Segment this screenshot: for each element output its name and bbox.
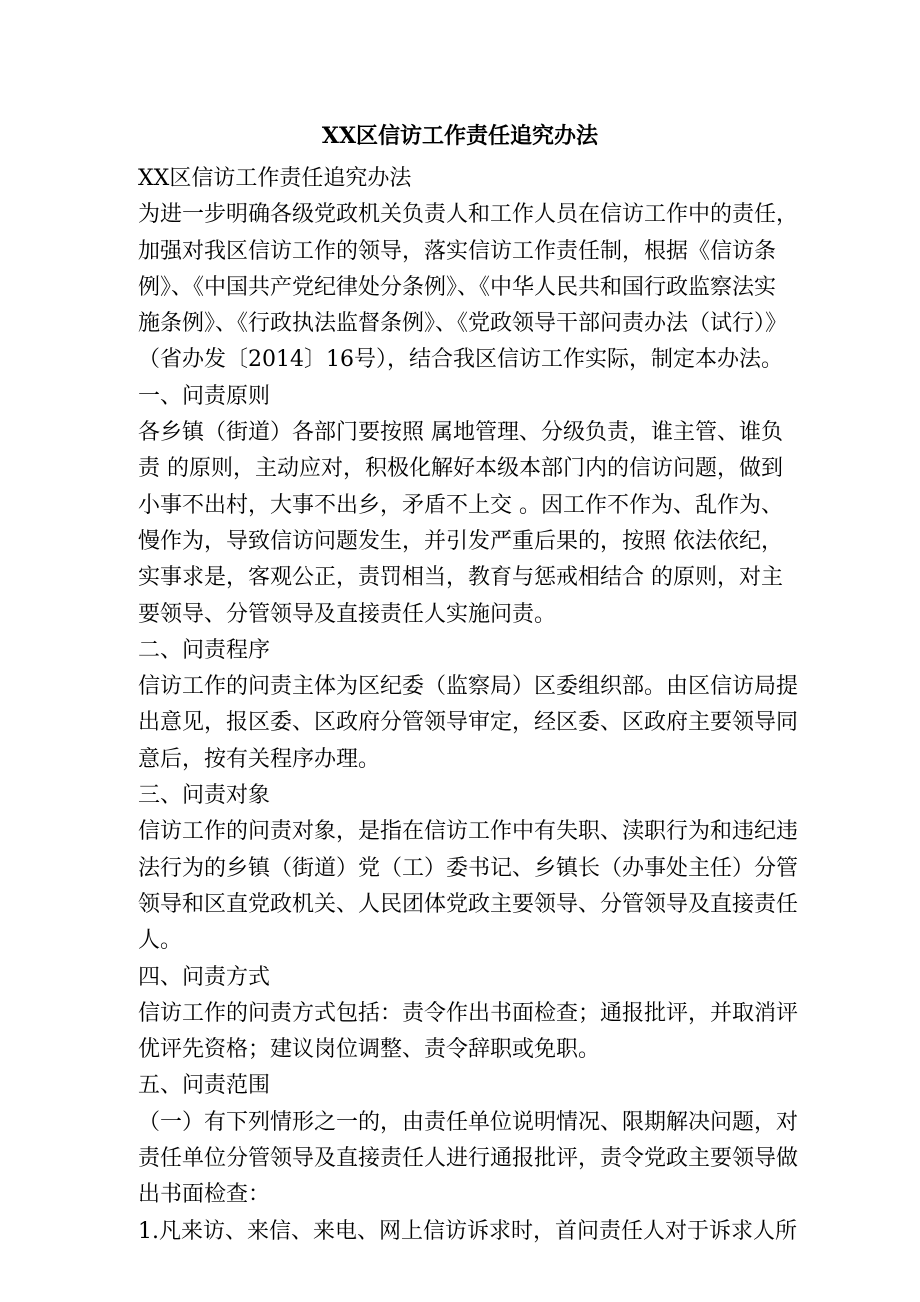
body-text-line: 领导和区直党政机关、人民团体党政主要领导、分管领导及直接责任 [138, 891, 799, 917]
body-text-line: 加强对我区信访工作的领导，落实信访工作责任制，根据《信访条 [138, 238, 777, 264]
body-text-line: 各乡镇（街道）各部门要按照 属地管理、分级负责，谁主管、谁负 [138, 420, 783, 446]
body-text-line: XX区信访工作责任追究办法 [138, 166, 412, 191]
body-text-line: 例》、《中国共产党纪律处分条例》、《中华人民共和国行政监察法实 [138, 274, 777, 300]
body-text-line: 为进一步明确各级党政机关负责人和工作人员在信访工作中的责任， [138, 202, 799, 228]
body-text-line: 信访工作的问责对象，是指在信访工作中有失职、渎职行为和违纪违 [138, 819, 799, 845]
body-text-line: 优评先资格；建议岗位调整、责令辞职或免职。 [138, 1037, 601, 1063]
body-text-line: 四、问责方式 [138, 964, 271, 990]
body-text-line: 出意见，报区委、区政府分管领导审定，经区委、区政府主要领导同 [138, 710, 799, 736]
body-text-line: 信访工作的问责方式包括：责令作出书面检查；通报批评，并取消评 [138, 1000, 799, 1026]
body-text-line: 施条例》、《行政执法监督条例》、《党政领导干部问责办法（试行）》 [138, 311, 788, 337]
body-text-line: 法行为的乡镇（街道）党（工）委书记、乡镇长（办事处主任）分管 [138, 855, 799, 881]
body-text-line: 实事求是，客观公正，责罚相当，教育与惩戒相结合 的原则，对主 [138, 565, 783, 591]
body-text-line: 一、问责原则 [138, 383, 271, 409]
body-text-line: 人。 [138, 928, 183, 954]
body-text-line: 责任单位分管领导及直接责任人进行通报批评，责令党政主要领导做 [138, 1146, 799, 1172]
body-text-line: （一）有下列情形之一的，由责任单位说明情况、限期解决问题，对 [138, 1109, 799, 1135]
body-text-line: 小事不出村，大事不出乡，矛盾不上交 。因工作不作为、乱作为、 [138, 492, 783, 518]
body-text-line: 责 的原则，主动应对，积极化解好本级本部门内的信访问题，做到 [138, 456, 783, 482]
document-body [138, 161, 799, 1250]
body-text-line: 信访工作的问责主体为区纪委（监察局）区委组织部。由区信访局提 [138, 674, 799, 700]
body-text-line: 慢作为，导致信访问题发生，并引发严重后果的，按照 依法依纪， [138, 528, 783, 554]
document-title: XX区信访工作责任追究办法 [321, 123, 599, 149]
body-text-line: 要领导、分管领导及直接责任人实施问责。 [138, 601, 557, 627]
body-text-line: 出书面检查： [138, 1182, 271, 1208]
body-text-line: 五、问责范围 [138, 1073, 271, 1099]
body-text-line: 意后，按有关程序办理。 [138, 746, 381, 772]
body-text-line: 二、问责程序 [138, 637, 271, 663]
body-text-line: 1.凡来访、来信、来电、网上信访诉求时，首问责任人对于诉求人所 [138, 1218, 797, 1244]
body-text-line: 三、问责对象 [138, 783, 271, 809]
body-text-line: （省办发〔2014〕16号），结合我区信访工作实际，制定本办法。 [138, 347, 783, 373]
